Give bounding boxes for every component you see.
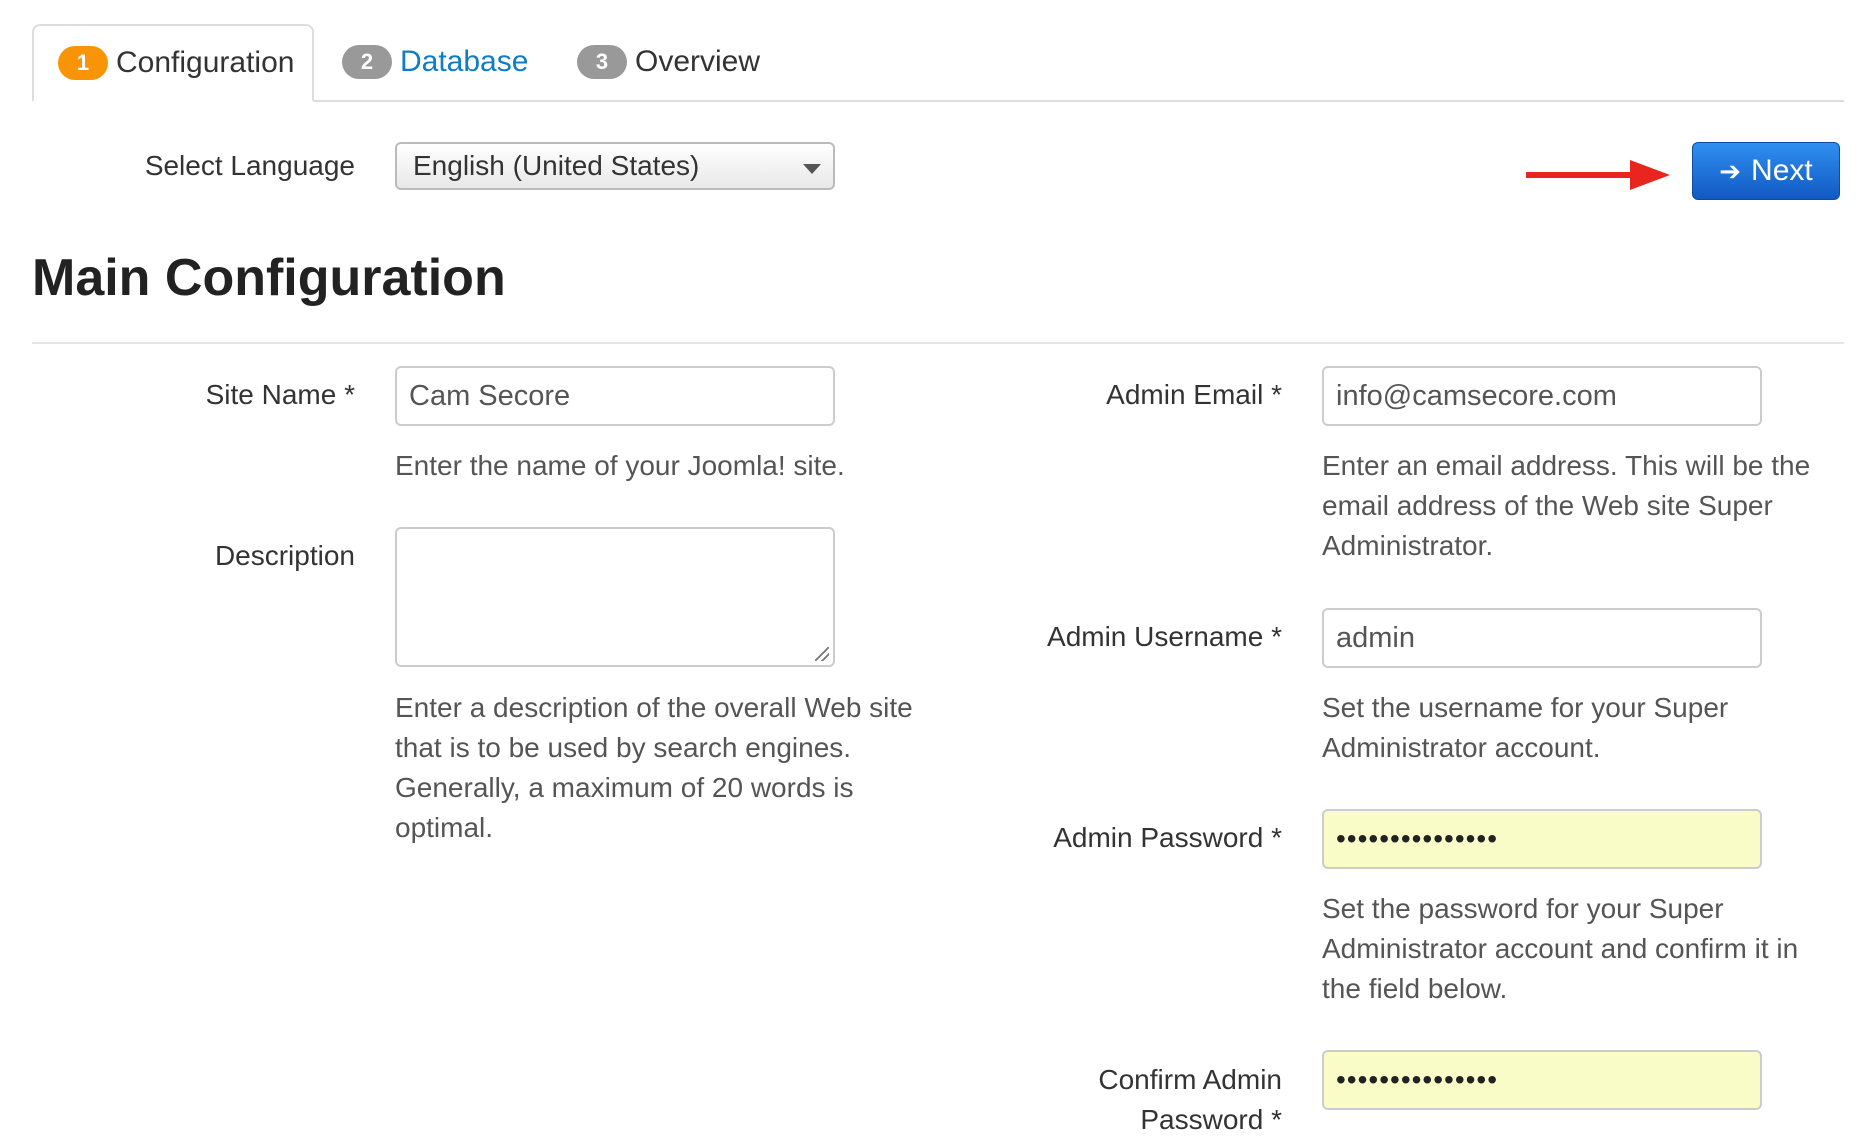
- tab-configuration[interactable]: [32, 24, 314, 102]
- language-select[interactable]: [395, 142, 835, 190]
- description-help: Enter a description of the overall Web site that is to be used by search engines. Generally, a maximum of 20 words is optimal.: [395, 692, 913, 843]
- admin-username-input[interactable]: admin: [1322, 608, 1762, 668]
- site-name-help: Enter the name of your Joomla! site.: [395, 450, 845, 481]
- site-name-label: Site Name *: [205, 379, 355, 410]
- confirm-password-input[interactable]: •••••••••••••••: [1322, 1050, 1762, 1110]
- select-language-label: Select Language: [144, 150, 355, 181]
- tab-overview[interactable]: [577, 24, 760, 100]
- admin-username-label: Admin Username *: [1047, 621, 1282, 652]
- annotation-arrow-icon: [1526, 160, 1670, 190]
- step-badge-2: 2: [342, 45, 392, 79]
- wizard-tabs: [32, 24, 1844, 102]
- admin-password-input[interactable]: •••••••••••••••: [1322, 809, 1762, 869]
- admin-password-label: Admin Password *: [1053, 822, 1282, 853]
- admin-email-help: Enter an email address. This will be the email address of the Web site Super Administrator.: [1322, 450, 1811, 561]
- language-select-value: English (United States): [413, 150, 700, 181]
- next-button-label: Next: [1751, 154, 1813, 187]
- tab-database[interactable]: [342, 24, 528, 100]
- description-textarea[interactable]: [395, 527, 835, 667]
- resize-handle-icon[interactable]: [815, 647, 829, 661]
- divider: [32, 342, 1844, 344]
- tab-database-label: Database: [400, 45, 529, 78]
- next-button[interactable]: [1692, 142, 1840, 200]
- admin-email-input[interactable]: info@camsecore.com: [1322, 366, 1762, 426]
- site-name-input[interactable]: Cam Secore: [395, 366, 835, 426]
- tab-configuration-label: Configuration: [116, 46, 295, 79]
- description-label: Description: [214, 540, 355, 571]
- step-badge-1: 1: [58, 46, 108, 80]
- admin-password-help: Set the password for your Super Administrator account and confirm it in the field below.: [1322, 893, 1799, 1004]
- step-badge-3: 3: [577, 45, 627, 79]
- chevron-down-icon: [803, 164, 821, 174]
- arrow-right-icon: ➔: [1719, 155, 1742, 186]
- admin-username-help: Set the username for your Super Administrator account.: [1322, 692, 1729, 763]
- page-title: Main Configuration: [32, 249, 506, 307]
- confirm-password-label: Confirm Admin Password *: [1098, 1064, 1282, 1135]
- tab-overview-label: Overview: [635, 45, 761, 78]
- admin-email-label: Admin Email *: [1106, 379, 1282, 410]
